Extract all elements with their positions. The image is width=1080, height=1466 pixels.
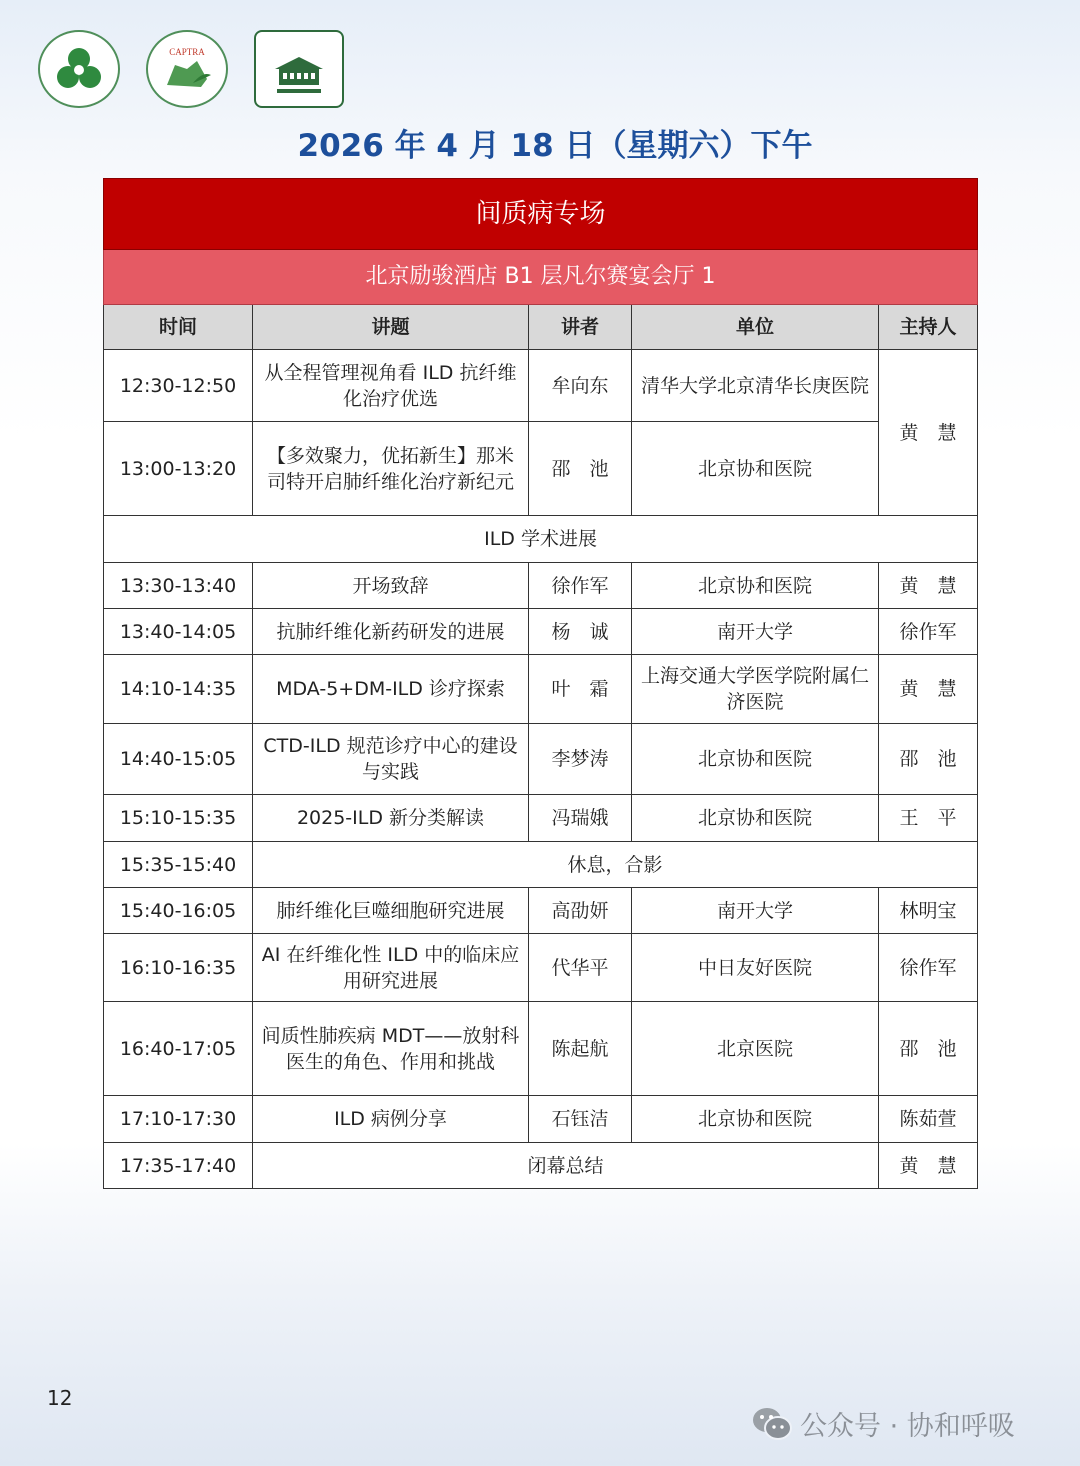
section-row — [104, 516, 978, 563]
closing-cell: 闭幕总结 — [253, 1143, 879, 1189]
time-cell: 13:30-13:40 — [104, 563, 253, 609]
wechat-icon — [752, 1407, 792, 1441]
speaker-cell: 陈起航 — [529, 1002, 632, 1096]
table-row — [104, 795, 978, 842]
speaker-cell: 高劭妍 — [529, 888, 632, 934]
unit-cell: 清华大学北京清华长庚医院 — [632, 350, 879, 422]
time-cell: 17:10-17:30 — [104, 1096, 253, 1143]
table-row — [104, 888, 978, 934]
time-cell: 15:10-15:35 — [104, 795, 253, 842]
unit-cell: 北京协和医院 — [632, 1096, 879, 1143]
speaker-cell: 代华平 — [529, 934, 632, 1002]
topic-cell: 【多效聚力，优拓新生】那米司特开启肺纤维化治疗新纪元 — [253, 422, 529, 516]
topic-cell: 从全程管理视角看 ILD 抗纤维化治疗优选 — [253, 350, 529, 422]
table-row — [104, 563, 978, 609]
speaker-cell: 叶 霜 — [529, 655, 632, 724]
unit-cell: 北京协和医院 — [632, 795, 879, 842]
topic-cell: MDA-5+DM-ILD 诊疗探索 — [253, 655, 529, 724]
page-number: 12 — [47, 1386, 73, 1410]
break-cell: 休息，合影 — [253, 842, 978, 888]
table-row — [104, 724, 978, 795]
unit-cell: 南开大学 — [632, 609, 879, 655]
table-row — [104, 350, 978, 422]
watermark-text: 公众号 · 协和呼吸 — [800, 1411, 1015, 1442]
topic-cell: 开场致辞 — [253, 563, 529, 609]
topic-cell: 间质性肺疾病 MDT——放射科医生的角色、作用和挑战 — [253, 1002, 529, 1096]
captra-logo — [146, 30, 228, 108]
time-cell: 14:10-14:35 — [104, 655, 253, 724]
venue: 北京励骏酒店 B1 层凡尔赛宴会厅 1 — [104, 250, 978, 305]
speaker-cell: 牟向东 — [529, 350, 632, 422]
host-cell: 邵 池 — [879, 724, 978, 795]
table-row — [104, 934, 978, 1002]
speaker-cell: 杨 诚 — [529, 609, 632, 655]
speaker-cell: 李梦涛 — [529, 724, 632, 795]
topic-cell: 抗肺纤维化新药研发的进展 — [253, 609, 529, 655]
header-topic: 讲题 — [253, 305, 529, 350]
host-cell: 陈茹萱 — [879, 1096, 978, 1143]
table-row — [104, 422, 978, 516]
host-cell: 黄 慧 — [879, 350, 978, 516]
host-cell: 徐作军 — [879, 609, 978, 655]
unit-cell: 中日友好医院 — [632, 934, 879, 1002]
table-row — [104, 842, 978, 888]
wechat-watermark — [752, 1404, 1015, 1443]
table-row — [104, 609, 978, 655]
speaker-cell: 冯瑞娥 — [529, 795, 632, 842]
time-cell: 15:40-16:05 — [104, 888, 253, 934]
table-row — [104, 1143, 978, 1189]
host-cell: 黄 慧 — [879, 563, 978, 609]
host-cell: 邵 池 — [879, 1002, 978, 1096]
table-row — [104, 1096, 978, 1143]
time-cell: 14:40-15:05 — [104, 724, 253, 795]
topic-cell: ILD 病例分享 — [253, 1096, 529, 1143]
topic-cell: 肺纤维化巨噬细胞研究进展 — [253, 888, 529, 934]
topic-cell: CTD-ILD 规范诊疗中心的建设与实践 — [253, 724, 529, 795]
page-title: 2026 年 4 月 18 日（星期六）下午 — [297, 128, 813, 164]
table-row — [104, 655, 978, 724]
time-cell: 15:35-15:40 — [104, 842, 253, 888]
header-host: 主持人 — [879, 305, 978, 350]
schedule-table — [103, 178, 978, 1189]
logo-group — [38, 30, 344, 108]
unit-cell: 北京协和医院 — [632, 422, 879, 516]
time-cell: 17:35-17:40 — [104, 1143, 253, 1189]
host-cell: 黄 慧 — [879, 655, 978, 724]
pumch-logo — [254, 30, 344, 108]
speaker-cell: 邵 池 — [529, 422, 632, 516]
section-title: ILD 学术进展 — [104, 516, 978, 563]
unit-cell: 北京协和医院 — [632, 563, 879, 609]
header-time: 时间 — [104, 305, 253, 350]
table-row — [104, 1002, 978, 1096]
unit-cell: 北京协和医院 — [632, 724, 879, 795]
time-cell: 12:30-12:50 — [104, 350, 253, 422]
header-unit: 单位 — [632, 305, 879, 350]
host-cell: 黄 慧 — [879, 1143, 978, 1189]
session-title: 间质病专场 — [104, 179, 978, 250]
speaker-cell: 石钰洁 — [529, 1096, 632, 1143]
time-cell: 13:00-13:20 — [104, 422, 253, 516]
host-cell: 王 平 — [879, 795, 978, 842]
host-cell: 徐作军 — [879, 934, 978, 1002]
time-cell: 16:40-17:05 — [104, 1002, 253, 1096]
unit-cell: 北京医院 — [632, 1002, 879, 1096]
topic-cell: AI 在纤维化性 ILD 中的临床应用研究进展 — [253, 934, 529, 1002]
header-speaker: 讲者 — [529, 305, 632, 350]
topic-cell: 2025-ILD 新分类解读 — [253, 795, 529, 842]
time-cell: 13:40-14:05 — [104, 609, 253, 655]
host-cell: 林明宝 — [879, 888, 978, 934]
time-cell: 16:10-16:35 — [104, 934, 253, 1002]
chinese-aging-well-association-logo — [38, 30, 120, 108]
speaker-cell: 徐作军 — [529, 563, 632, 609]
unit-cell: 南开大学 — [632, 888, 879, 934]
svg-text:CAPTRA: CAPTRA — [169, 47, 205, 57]
unit-cell: 上海交通大学医学院附属仁济医院 — [632, 655, 879, 724]
